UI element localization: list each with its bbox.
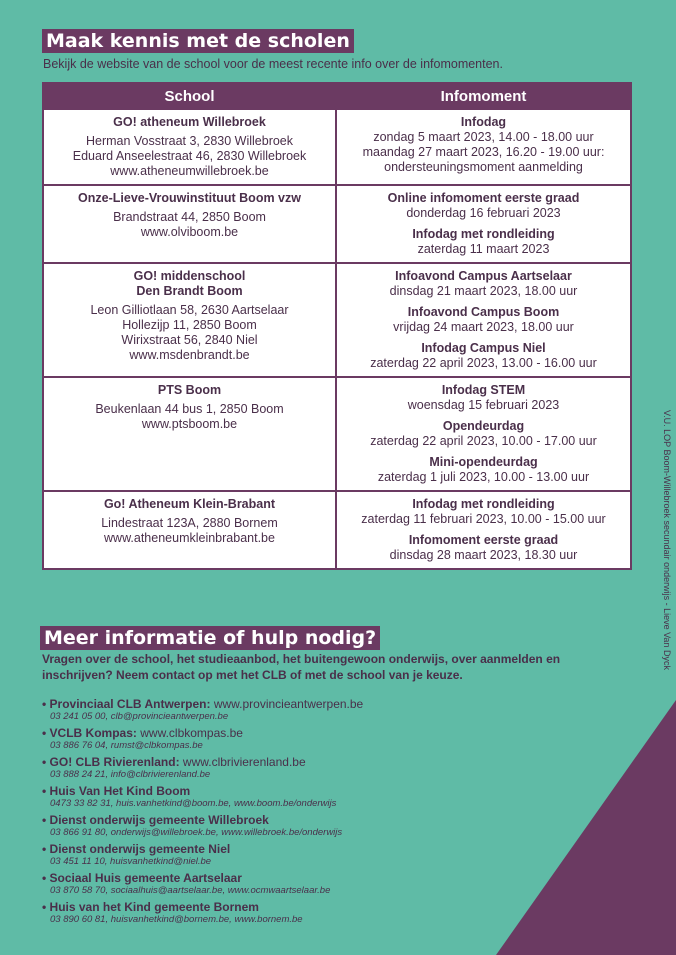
contact-item (42, 842, 363, 868)
schools-table (42, 82, 632, 570)
school-name: Den Brandt Boom (136, 284, 243, 298)
column-header-school: School (43, 83, 336, 109)
infomoment-detail: zaterdag 22 april 2023, 10.00 - 17.00 uur (370, 434, 597, 448)
section-subtitle-schools: Bekijk de website van de school voor de meest recente info over de infomomenten. (43, 57, 503, 71)
contact-line (42, 697, 363, 711)
bullet-icon: • (42, 726, 50, 740)
contact-line (42, 784, 363, 798)
school-address: Lindestraat 123A, 2880 Bornem (101, 516, 278, 530)
school-address: Eduard Anseelestraat 46, 2830 Willebroek (72, 149, 307, 163)
contact-line (42, 755, 363, 769)
table-row (43, 185, 631, 263)
bullet-icon: • (42, 755, 50, 769)
contact-line (42, 871, 363, 885)
contact-name: Provinciaal CLB Antwerpen: (49, 697, 211, 711)
publisher-vertical-text (660, 410, 672, 790)
column-header-infomoment: Infomoment (336, 83, 631, 109)
school-website: www.msdenbrandt.be (129, 348, 250, 362)
infomoment-detail: zaterdag 11 maart 2023 (417, 242, 550, 256)
infomoment-detail: dinsdag 21 maart 2023, 18.00 uur (389, 284, 578, 298)
infomoment-detail: dinsdag 28 maart 2023, 18.30 uur (389, 548, 578, 562)
school-name: PTS Boom (157, 383, 222, 397)
infomoment-title: Infodag (460, 115, 507, 129)
school-address: Beukenlaan 44 bus 1, 2850 Boom (95, 402, 284, 416)
contact-line (42, 813, 363, 827)
infomoment-title: Infoavond Campus Boom (407, 305, 560, 319)
infomoment-detail: donderdag 16 februari 2023 (406, 206, 561, 220)
table-row (43, 109, 631, 185)
contact-name: Huis Van Het Kind Boom (49, 784, 191, 798)
contact-name: GO! CLB Rivierenland: (49, 755, 180, 769)
help-intro-text: Vragen over de school, het studieaanbod, het buitengewoon onderwijs, over aanmelden en inschrijven? Neem contact op met het CLB of met de school van je keuze. (42, 652, 561, 682)
school-cell (43, 185, 336, 263)
contact-website: www.clbkompas.be (140, 726, 243, 740)
contact-item (42, 813, 363, 839)
infomoment-detail: zaterdag 11 februari 2023, 10.00 - 15.00 uur (361, 512, 606, 526)
school-name: Go! Atheneum Klein-Brabant (103, 497, 276, 511)
bullet-icon: • (42, 813, 50, 827)
infomoment-title: Mini-opendeurdag (429, 455, 538, 469)
school-address: Hollezijp 11, 2850 Boom (122, 318, 257, 332)
infomoment-detail: zaterdag 1 juli 2023, 10.00 - 13.00 uur (377, 470, 590, 484)
infomoment-detail: maandag 27 maart 2023, 16.20 - 19.00 uur: (362, 145, 605, 159)
contact-name: Sociaal Huis gemeente Aartselaar (49, 871, 242, 885)
infomoment-title: Infodag met rondleiding (412, 227, 555, 241)
contact-details: 03 886 76 04, rumst@clbkompas.be (50, 740, 203, 751)
school-name: GO! atheneum Willebroek (113, 115, 266, 129)
contact-item (42, 726, 363, 752)
contact-name: Dienst onderwijs gemeente Niel (49, 842, 231, 856)
school-website: www.atheneumkleinbrabant.be (104, 531, 275, 545)
infomoment-detail: woensdag 15 februari 2023 (407, 398, 560, 412)
infomoment-title: Online infomoment eerste graad (387, 191, 580, 205)
contact-details: 03 888 24 21, info@clbrivierenland.be (50, 769, 211, 780)
infomoment-title: Infodag met rondleiding (412, 497, 555, 511)
infomoment-cell (336, 185, 631, 263)
bullet-icon: • (42, 900, 50, 914)
bullet-icon: • (42, 697, 50, 711)
school-cell (43, 263, 336, 377)
school-address: Leon Gilliotlaan 58, 2630 Aartselaar (90, 303, 289, 317)
contact-item (42, 784, 363, 810)
infomoment-title: Infoavond Campus Aartselaar (395, 269, 572, 283)
contact-item (42, 900, 363, 926)
contact-details: 03 241 05 00, clb@provincieantwerpen.be (50, 711, 229, 722)
school-cell (43, 377, 336, 491)
bullet-icon: • (42, 842, 50, 856)
infomoment-detail: ondersteuningsmoment aanmelding (384, 160, 583, 174)
contact-name: Dienst onderwijs gemeente Willebroek (49, 813, 269, 827)
school-cell (43, 491, 336, 569)
infomoment-title: Infodag Campus Niel (421, 341, 546, 355)
contact-details: 03 866 91 80, onderwijs@willebroek.be, www.willebroek.be/onderwijs (50, 827, 343, 838)
infomoment-cell (336, 263, 631, 377)
infomoment-cell (336, 377, 631, 491)
infomoment-title: Infodag STEM (441, 383, 526, 397)
school-website: www.ptsboom.be (141, 417, 238, 431)
section-title-help: Meer informatie of hulp nodig? (40, 626, 380, 650)
contact-name: VCLB Kompas: (49, 726, 137, 740)
school-address: Brandstraat 44, 2850 Boom (113, 210, 266, 224)
infomoment-cell (336, 491, 631, 569)
school-address: Wirixstraat 56, 2840 Niel (121, 333, 258, 347)
contact-details: 03 890 60 81, huisvanhetkind@bornem.be, www.bornem.be (50, 914, 303, 925)
table-row (43, 263, 631, 377)
bullet-icon: • (42, 871, 50, 885)
school-cell (43, 109, 336, 185)
school-website: www.olviboom.be (140, 225, 239, 239)
table-row (43, 377, 631, 491)
contact-details: 0473 33 82 31, huis.vanhetkind@boom.be, www.boom.be/onderwijs (50, 798, 337, 809)
contact-line (42, 900, 363, 914)
infomoment-title: Opendeurdag (442, 419, 525, 433)
school-name: Onze-Lieve-Vrouwinstituut Boom vzw (78, 191, 301, 205)
contact-list (42, 697, 363, 929)
bullet-icon: • (42, 784, 50, 798)
contact-website: www.provincieantwerpen.be (213, 697, 364, 711)
infomoment-detail: zondag 5 maart 2023, 14.00 - 18.00 uur (373, 130, 594, 144)
table-row (43, 491, 631, 569)
section-title-schools: Maak kennis met de scholen (42, 29, 354, 53)
school-name: GO! middenschool (133, 269, 246, 283)
contact-line (42, 842, 363, 856)
infomoment-detail: vrijdag 24 maart 2023, 18.00 uur (393, 320, 574, 334)
infomoment-title: Infomoment eerste graad (408, 533, 559, 547)
contact-line (42, 726, 363, 740)
contact-item (42, 697, 363, 723)
school-address: Herman Vosstraat 3, 2830 Willebroek (85, 134, 294, 148)
contact-website: www.clbrivierenland.be (182, 755, 306, 769)
publisher-text: V.U. LOP Boom-Willebroek secundair onderwijs - Lieve Van Dyck (662, 410, 672, 670)
infomoment-cell (336, 109, 631, 185)
infomoment-detail: zaterdag 22 april 2023, 13.00 - 16.00 uur (370, 356, 597, 370)
contact-details: 03 870 58 70, sociaalhuis@aartselaar.be, www.ocmwaartselaar.be (50, 885, 331, 896)
schools-table-body (43, 109, 631, 569)
contact-name: Huis van het Kind gemeente Bornem (49, 900, 259, 914)
contact-item (42, 755, 363, 781)
contact-details: 03 451 11 10, huisvanhetkind@niel.be (50, 856, 212, 867)
school-website: www.atheneumwillebroek.be (110, 164, 269, 178)
decorative-corner-triangle (476, 700, 676, 955)
contact-item (42, 871, 363, 897)
